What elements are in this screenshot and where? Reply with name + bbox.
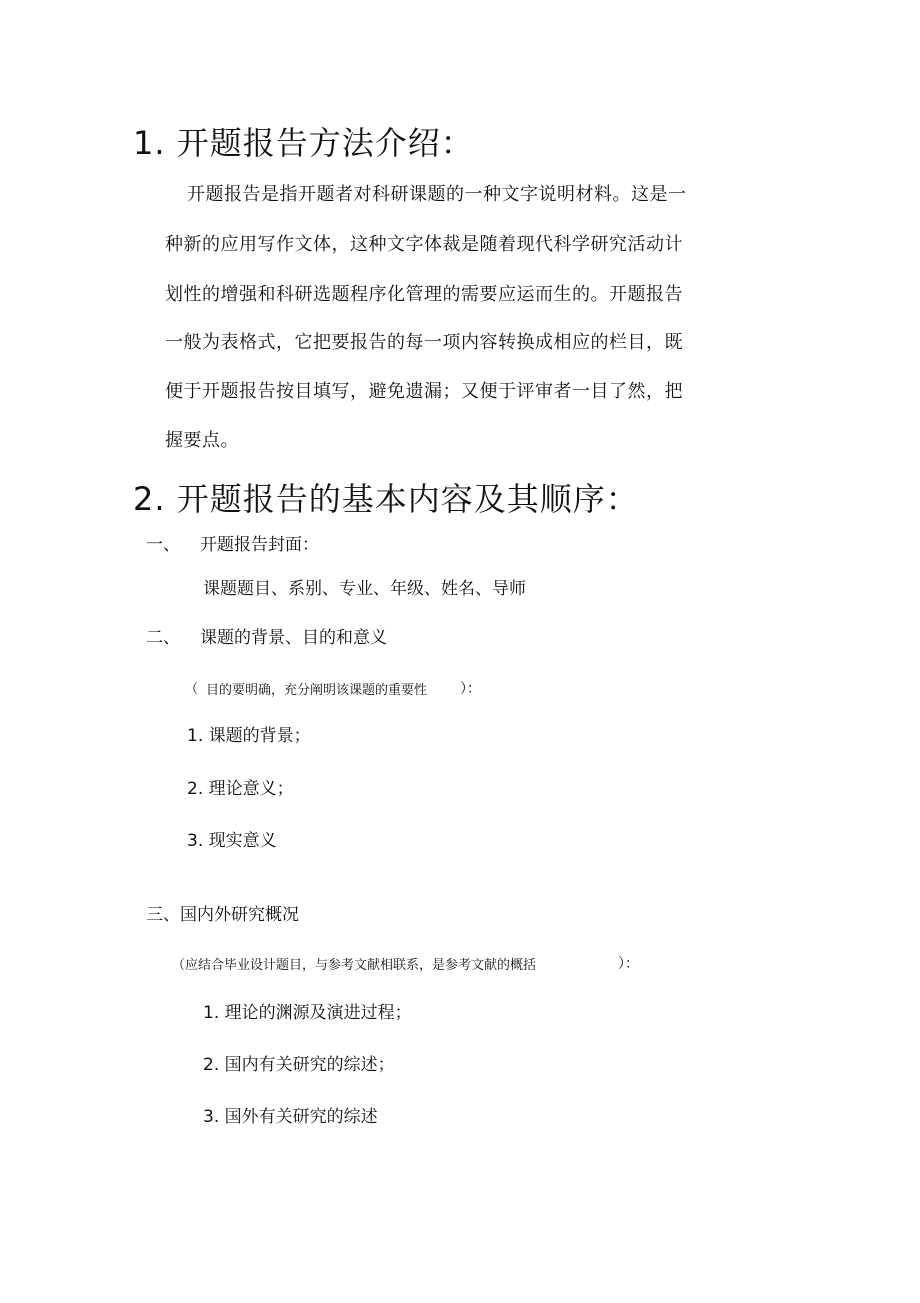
part2-item: 3. 现实意义: [187, 831, 277, 851]
part2-note: 目的要明确，充分阐明该课题的重要性: [206, 683, 428, 698]
paragraph-line: 一般为表格式，它把要报告的每一项内容转换成相应的栏目，既: [165, 332, 683, 353]
part2-title: 课题的背景、目的和意义: [200, 628, 387, 648]
section2-heading: 2. 开题报告的基本内容及其顺序：: [133, 480, 639, 518]
part3-item: 2. 国内有关研究的综述；: [203, 1055, 395, 1075]
part1-number: 一、: [146, 535, 180, 555]
paragraph-line: 种新的应用写作文体，这种文字体裁是随着现代科学研究活动计: [165, 234, 683, 255]
part2-number: 二、: [146, 628, 180, 648]
part3-note: （应结合毕业设计题目，与参考文献相联系，是参考文献的概括: [172, 958, 537, 973]
part1-title: 开题报告封面：: [200, 535, 319, 555]
part1-content: 课题题目、系别、专业、年级、姓名、导师: [203, 579, 526, 599]
part2-note-open: （: [185, 682, 199, 697]
part3-note-close: ）：: [618, 956, 639, 972]
part3-item: 1. 理论的渊源及演进过程；: [203, 1003, 412, 1023]
part2-item: 1. 课题的背景；: [187, 726, 311, 746]
paragraph-line: 开题报告是指开题者对科研课题的一种文字说明材料。这是一: [187, 184, 687, 205]
part3-title: 三、国内外研究概况: [146, 905, 299, 925]
paragraph-line: 握要点。: [165, 430, 239, 451]
part3-item: 3. 国外有关研究的综述: [203, 1107, 378, 1127]
paragraph-line: 划性的增强和科研选题程序化管理的需要应运而生的。开题报告: [165, 284, 683, 305]
section1-heading: 1. 开题报告方法介绍：: [133, 124, 474, 162]
part2-item: 2. 理论意义；: [187, 779, 294, 799]
paragraph-line: 便于开题报告按目填写，避免遗漏；又便于评审者一目了然，把: [165, 381, 683, 402]
part2-note-close: ）：: [460, 681, 481, 697]
